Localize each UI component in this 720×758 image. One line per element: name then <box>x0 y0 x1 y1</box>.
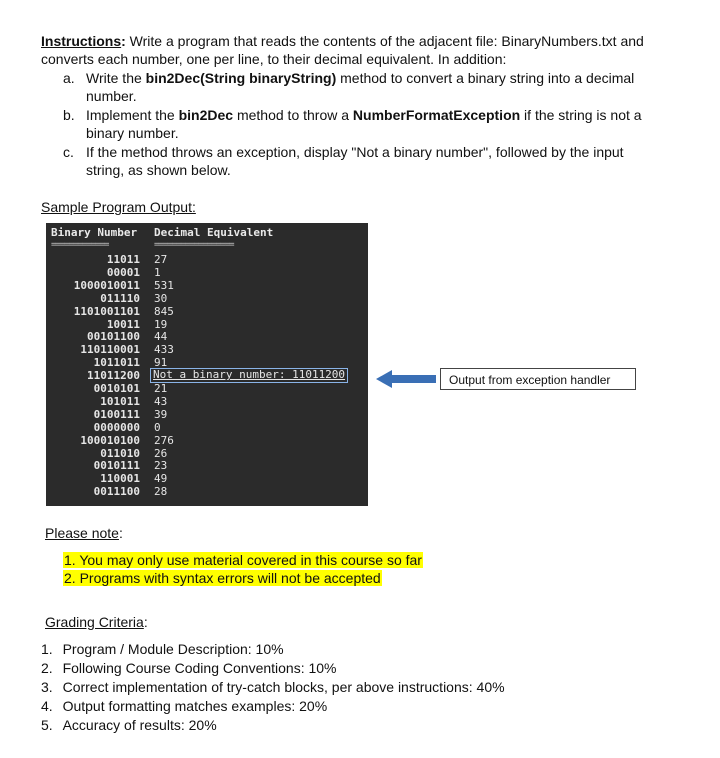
terminal-output <box>46 223 368 506</box>
instructions-line-1: Instructions: Write a program that reads the contents of the adjacent file: BinaryNumbers.txt and <box>41 33 644 49</box>
item-marker: c. <box>63 144 74 160</box>
binary-value: 110001 <box>100 472 140 486</box>
item-marker: b. <box>63 107 75 123</box>
instruction-item-c: c. If the method throws an exception, display "Not a binary number", followed by the input string, as shown below. <box>63 144 624 178</box>
binary-value: 1000010011 <box>73 278 140 292</box>
decimal-value: 23 <box>154 459 168 473</box>
grading-item: 5. Accuracy of results: 20% <box>41 717 217 733</box>
binary-value: 0000000 <box>93 420 140 434</box>
instructions-label: Instructions <box>41 33 122 49</box>
grading-item: 3. Correct implementation of try-catch blocks, per above instructions: 40% <box>41 679 505 695</box>
binary-value: 100010100 <box>80 433 140 447</box>
separator-decimal: ================== <box>154 240 234 248</box>
note-list <box>63 551 423 587</box>
binary-value: 0010101 <box>93 382 140 395</box>
binary-value: 00001 <box>106 265 140 279</box>
binary-value: 00101100 <box>87 330 140 344</box>
header-decimal: Decimal Equivalent <box>154 226 274 239</box>
decimal-value: 91 <box>154 356 168 370</box>
binary-value: 101011 <box>100 394 140 408</box>
binary-value: 11011 <box>106 253 140 266</box>
exception-callout: Output from exception handler <box>440 368 636 390</box>
instruction-item-a: a. Write the bin2Dec(String binaryString) method to convert a binary string into a decimal number. <box>63 70 635 104</box>
grading-list <box>41 640 505 735</box>
decimal-value: 21 <box>154 382 168 395</box>
decimal-value: 433 <box>154 343 174 357</box>
exception-name: NumberFormatException <box>352 107 521 123</box>
binary-value: 10011 <box>106 317 140 331</box>
binary-value: 1101001101 <box>73 304 140 318</box>
item-marker: a. <box>63 70 75 86</box>
arrow-left-icon <box>376 369 438 389</box>
grading-title: Grading Criteria: <box>45 614 148 630</box>
binary-value: 1011011 <box>93 356 140 370</box>
decimal-value: 1 <box>154 265 161 279</box>
decimal-value: 39 <box>154 407 168 421</box>
decimal-value: 276 <box>154 433 174 447</box>
binary-value: 11011200 <box>87 369 140 383</box>
binary-value: 0011100 <box>93 485 140 499</box>
binary-value: 0100111 <box>93 407 140 421</box>
decimal-value: 28 <box>154 485 168 499</box>
decimal-value: 0 <box>154 420 161 434</box>
instruction-item-b: b. Implement the bin2Dec method to throw a NumberFormatException if the string is not a binary number. <box>63 107 642 141</box>
binary-value: 0010111 <box>93 459 140 473</box>
binary-value: 011110 <box>100 291 140 305</box>
note-item: 2. Programs with syntax errors will not be accepted <box>64 570 381 586</box>
grading-item: 2. Following Course Coding Conventions: 10% <box>41 660 337 676</box>
instructions-paragraph <box>41 32 671 68</box>
decimal-value: 26 <box>154 446 168 460</box>
decimal-value: 30 <box>154 291 168 305</box>
method-signature: bin2Dec(String binaryString) <box>145 70 337 86</box>
note-title: Please note: <box>45 525 123 541</box>
binary-value: 110110001 <box>80 343 140 357</box>
sample-output-title: Sample Program Output: <box>41 199 196 215</box>
separator-binary: ============= <box>51 240 109 248</box>
decimal-value: 531 <box>154 278 174 292</box>
decimal-value: 27 <box>154 253 168 266</box>
header-binary: Binary Number <box>51 226 138 239</box>
decimal-value: 845 <box>154 304 174 318</box>
exception-message: Not a binary number: 11011200 <box>150 368 348 383</box>
grading-item: 4. Output formatting matches examples: 20% <box>41 698 328 714</box>
decimal-value: 19 <box>154 317 168 331</box>
decimal-value: 43 <box>154 394 168 408</box>
grading-item: 1. Program / Module Description: 10% <box>41 641 284 657</box>
decimal-value: 49 <box>154 472 168 486</box>
note-item: 1. You may only use material covered in this course so far <box>64 552 422 568</box>
binary-value: 011010 <box>100 446 140 460</box>
instructions-line-2: converts each number, one per line, to their decimal equivalent. In addition: <box>41 51 507 67</box>
decimal-value: 44 <box>154 330 168 344</box>
